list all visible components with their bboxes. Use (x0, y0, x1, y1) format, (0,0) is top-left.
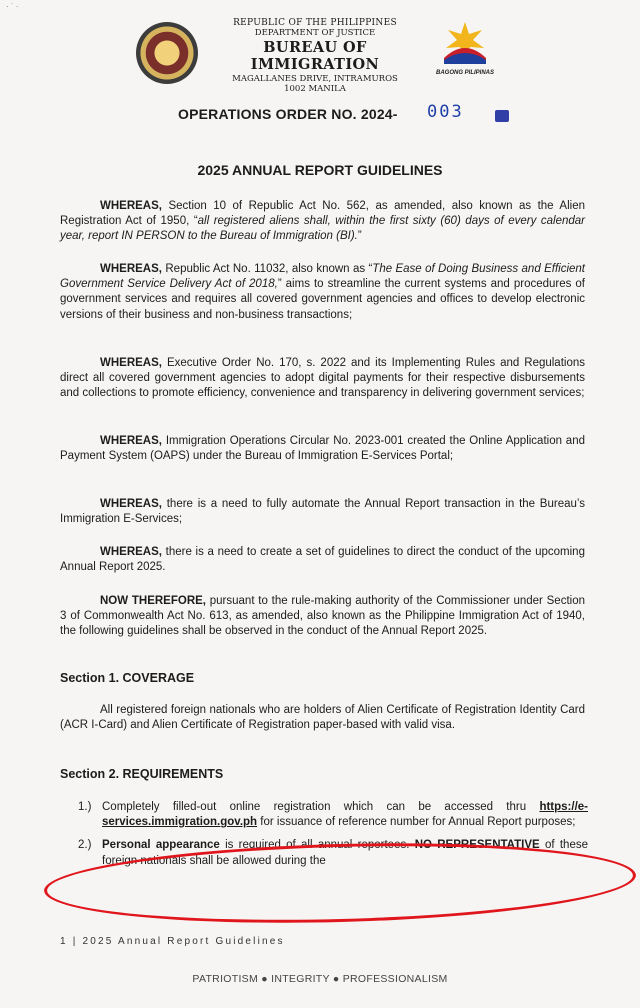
header-department: DEPARTMENT OF JUSTICE (254, 28, 376, 38)
bureau-seal-icon (136, 22, 198, 84)
logo-caption: BAGONG PILIPINAS (435, 70, 494, 76)
order-label: OPERATIONS ORDER NO. 2024- (178, 106, 398, 122)
scan-speckles: · ˙ · (6, 2, 19, 11)
ink-mark (495, 110, 509, 122)
whereas-lead: WHEREAS, (100, 498, 162, 510)
list-item: 1.) Completely filled-out online registration which can be accessed thru https://e-services.immigration.gov.ph for issuance of reference number for Annual Report purposes; (78, 801, 588, 829)
whereas-paragraph-6: WHEREAS, there is a need to create a set of guidelines to direct the conduct of the upcoming Annual Report 2025. (60, 546, 585, 574)
whereas-lead: WHEREAS, (100, 263, 162, 275)
section-1-text: All registered foreign nationals who are holders of Alien Certificate of Registration Identity Card (ACR I-Card) and Alien Certificate of Registration paper-based with valid visa. (60, 704, 585, 732)
bagong-pilipinas-logo-icon (438, 18, 492, 66)
whereas-lead: WHEREAS, (100, 200, 162, 212)
document-title: 2025 ANNUAL REPORT GUIDELINES (197, 162, 443, 178)
now-therefore-lead: NOW THEREFORE, (100, 595, 206, 607)
section-2-heading: Section 2. REQUIREMENTS (60, 767, 224, 781)
header-address: MAGALLANES DRIVE, INTRAMUROS (232, 74, 398, 84)
letterhead-text (200, 18, 430, 94)
whereas-paragraph-2: WHEREAS, Republic Act No. 11032, also known as “The Ease of Doing Business and Efficient Government Service Delivery Act of 2018,” aims to streamline the current systems and procedures of government services and requires all covered government agencies and offices to develop electronic versions of their business and non-business transactions; (60, 263, 586, 321)
order-number-handwritten: 003 (427, 102, 464, 122)
letterhead (0, 18, 640, 94)
whereas-lead: WHEREAS, (100, 357, 162, 369)
header-city: 1002 MANILA (284, 84, 346, 94)
whereas-paragraph-4: WHEREAS, Immigration Operations Circular No. 2023-001 created the Online Application and Payment System (OAPS) under the Bureau of Immigration E-Services Portal; (60, 435, 585, 463)
header-bureau: BUREAU OF IMMIGRATION (250, 39, 380, 73)
whereas-lead: WHEREAS, (100, 546, 162, 558)
whereas-paragraph-3: WHEREAS, Executive Order No. 170, s. 2022 and its Implementing Rules and Regulations direct all covered government agencies to adopt digital payments for their respective disbursements and collections to promote efficiency, convenience and transparency in delivering government services; (60, 357, 585, 400)
whereas-paragraph-1: WHEREAS, Section 10 of Republic Act No. 562, as amended, also known as the Alien Registration Act of 1950, “all registered aliens shall, within the first sixty (60) days of every calendar year, report IN PERSON to the Bureau of Immigration (BI).” (60, 200, 585, 243)
page-footer: 1 | 2025 Annual Report Guidelines (60, 936, 285, 947)
now-therefore-paragraph: NOW THEREFORE, pursuant to the rule-making authority of the Commissioner under Section 3 of Commonwealth Act No. 613, as amended, also known as the Philippine Immigration Act of 1940, the following guidelines shall be observed in the conduct of the Annual Report 2025. (60, 595, 585, 638)
whereas-lead: WHEREAS, (100, 435, 162, 447)
whereas-paragraph-5: WHEREAS, there is a need to fully automate the Annual Report transaction in the Bureau’s Immigration E-Services; (60, 498, 585, 526)
list-item: 2.) Personal appearance is required of all annual reportees. NO REPRESENTATIVE of these foreign nationals shall be allowed during the (78, 839, 588, 867)
section-1-heading: Section 1. COVERAGE (60, 671, 195, 685)
footer-motto: PATRIOTISM ● INTEGRITY ● PROFESSIONALISM (192, 973, 448, 985)
header-republic: REPUBLIC OF THE PHILIPPINES (233, 18, 397, 28)
eservices-link[interactable]: https://e-services.immigration.gov.ph (102, 801, 588, 829)
